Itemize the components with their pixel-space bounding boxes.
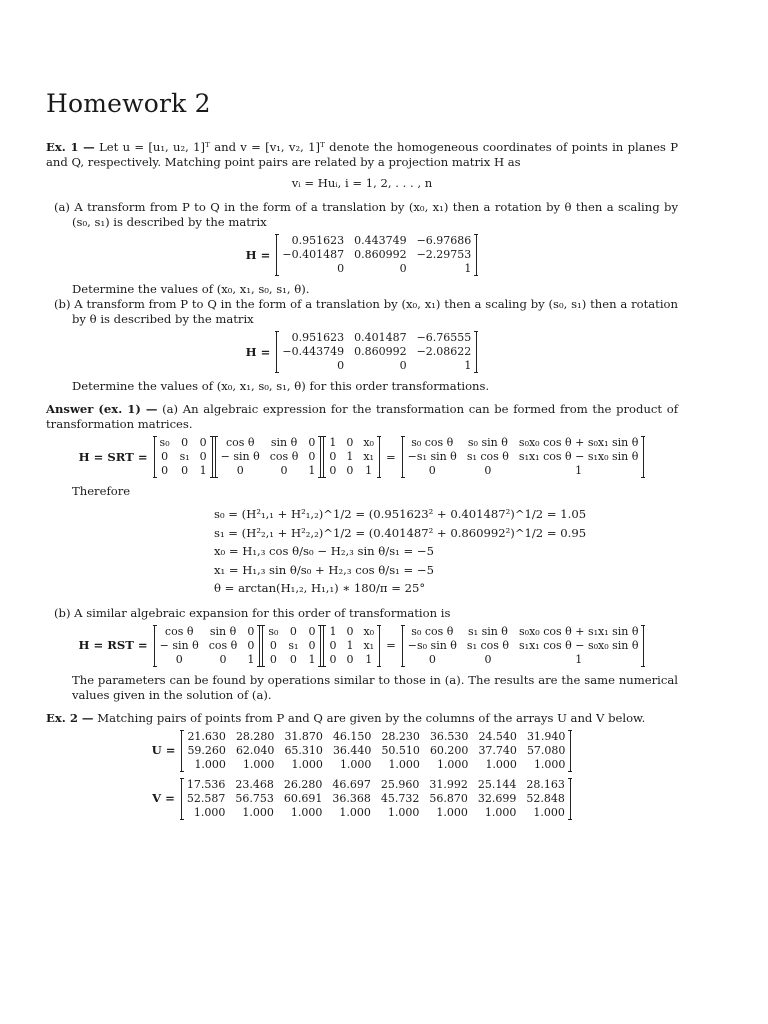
matrix-cell: 0 [346, 464, 354, 477]
matrix-cell: − sin θ [159, 638, 199, 652]
matrix-row [154, 464, 212, 478]
page-title: Homework 2 [46, 89, 211, 118]
matrix-cell: −2.08622 [416, 345, 472, 358]
matrix-cell: 25.144 [477, 777, 517, 791]
matrix-cell: 0 [289, 624, 297, 638]
matrix-cell: 1 [346, 638, 354, 652]
matrix-cell: 1.000 [194, 757, 226, 771]
matrix-cell: 0.951623 [291, 331, 345, 344]
matrix-cell: 1.000 [533, 757, 566, 771]
matrix-cell: 0 [346, 652, 354, 666]
matrix-cell: cos θ [269, 450, 299, 463]
matrix-row [324, 653, 380, 667]
matrix-cell: s₁ cos θ [466, 450, 509, 463]
matrix-cell: 0 [329, 638, 337, 652]
matrix-b-equation: H = 0.951623 0.401487 −6.76555 −0.443749 0.860992 −2.08622 0 0 1 [46, 331, 678, 373]
matrix-cell: 60.200 [429, 743, 469, 757]
derivation-x0: x₀ = H₁,₃ cos θ/s₀ − H₂,₃ sin θ/s₁ = −5 [214, 544, 434, 558]
matrix-cell: 0 [247, 624, 255, 638]
matrix-v-equation [46, 778, 678, 820]
matrix-cell: 0 [346, 624, 354, 638]
matrix-cell: 0 [247, 638, 255, 652]
matrix-cell: 0 [181, 436, 189, 449]
matrix-cell: 17.536 [186, 777, 226, 791]
ex2-label: Ex. 2 — [46, 710, 94, 725]
matrix-cell: 1.000 [193, 805, 226, 819]
matrix-cell: 0 [308, 436, 316, 449]
matrix-cell: 1.000 [485, 757, 517, 771]
matrix-cell: s₀ cos θ [411, 436, 454, 449]
matrix-cell: −6.97686 [416, 234, 472, 247]
matrix-row [324, 639, 380, 653]
matrix-cell: s₁x₁ cos θ − s₀x₀ sin θ [519, 638, 639, 652]
matrix-row [263, 625, 321, 639]
matrix-cell: 0 [308, 624, 316, 638]
matrix-cell: 1 [464, 359, 472, 372]
matrix-cell: 1 [575, 464, 583, 477]
matrix-cell: 0.860992 [354, 345, 407, 358]
matrix-row [154, 653, 260, 667]
matrix-cell: 59.260 [187, 743, 226, 757]
matrix-cell: 1 [464, 262, 472, 275]
matrix-cell: 31.940 [526, 729, 566, 743]
matrix-cell: s₀x₀ cos θ + s₀x₁ sin θ [518, 436, 639, 449]
matrix-cell: s₁ cos θ [466, 638, 510, 652]
srt-lhs: H = SRT = [78, 449, 148, 464]
matrix-cell: 1.000 [290, 805, 323, 819]
matrix-row [277, 345, 477, 359]
matrix-cell: s₀x₀ cos θ + s₁x₁ sin θ [519, 624, 639, 638]
ex1-determine-b: Determine the values of (x₀, x₁, s₀, s₁, θ) for this order transformations. [72, 379, 490, 393]
matrix-cell: 23.468 [235, 777, 274, 791]
matrix-row [402, 653, 644, 667]
answer1-intro-b: (b) A similar algebraic expansion for this order of transformation is [54, 605, 451, 620]
matrix-cell: 1.000 [484, 805, 517, 819]
ex1-intro: Let u = [u₁, u₂, 1]ᵀ and v = [v₁, v₂, 1]ᵀ denote the homogeneous coordinates of points in planes P and Q, respectively. Matching point pairs are related by a projection matrix H as [46, 140, 678, 169]
matrix-cell: cos θ [208, 638, 238, 652]
matrix-cell: cos θ [164, 624, 194, 638]
matrix-t-b [323, 625, 380, 667]
matrix-cell: 1.000 [339, 805, 371, 819]
matrix-cell: 36.368 [332, 791, 371, 805]
matrix-cell: 52.587 [186, 791, 226, 805]
matrix-row [215, 450, 321, 464]
matrix-row [263, 653, 321, 667]
ex1-determine-a: Determine the values of (x₀, x₁, s₀, s₁, θ). [72, 282, 310, 296]
matrix-cell: 0 [269, 652, 277, 666]
matrix-cell: 46.150 [332, 729, 372, 743]
matrix-cell: 0 [337, 262, 345, 275]
matrix-cell: 1 [308, 464, 316, 477]
matrix-cell: 36.530 [429, 729, 469, 743]
matrix-cell: 1.000 [291, 757, 323, 771]
matrix-cell: 28.280 [235, 729, 275, 743]
matrix-cell: 0 [308, 450, 316, 463]
matrix-u [181, 730, 571, 772]
matrix-cell: −0.443749 [282, 345, 345, 358]
matrix-cell: 0.951623 [291, 234, 345, 247]
matrix-cell: 1 [308, 652, 316, 666]
matrix-s [154, 436, 213, 478]
matrix-cell: 0 [308, 638, 316, 652]
matrix-cell: 1.000 [436, 757, 469, 771]
matrix-cell: 28.230 [381, 729, 420, 743]
matrix-cell: 31.870 [284, 729, 323, 743]
matrix-row [277, 359, 477, 373]
matrix-cell: 0 [199, 436, 207, 449]
matrix-cell: 1 [329, 624, 337, 638]
matrix-cell: sin θ [209, 624, 237, 638]
matrix-row [181, 806, 570, 820]
matrix-row [402, 639, 644, 653]
matrix-cell: 45.732 [380, 791, 420, 805]
matrix-cell: 1 [575, 652, 583, 666]
matrix-cell: 46.697 [332, 777, 371, 791]
matrix-cell: − sin θ [220, 450, 260, 463]
matrix-cell: s₀ cos θ [411, 624, 454, 638]
matrix-cell: 1 [365, 464, 373, 477]
derivation-x1: x₁ = H₁,₃ sin θ/s₀ + H₂,₃ cos θ/s₁ = −5 [214, 562, 434, 577]
matrix-cell: 31.992 [429, 777, 468, 791]
answer1-conclusion: The parameters can be found by operations similar to those in (a). The results are the same numerical values given in the solution of (a). [72, 672, 678, 702]
matrix-cell: 0 [428, 464, 436, 477]
answer1-label: Answer (ex. 1) — [46, 402, 158, 416]
matrix-cell: 0 [236, 464, 244, 477]
matrix-cell: x₀ [363, 436, 374, 449]
matrix-cell: 1.000 [388, 757, 420, 771]
matrix-cell: −6.76555 [416, 331, 472, 344]
matrix-cell: 0 [219, 652, 227, 666]
matrix-cell: s₁ sin θ [468, 624, 508, 638]
matrix-cell: 36.440 [332, 743, 372, 757]
matrix-cell: s₁ [179, 450, 190, 463]
matrix-cell: 0 [175, 652, 183, 666]
matrix-row [154, 450, 212, 464]
derivations [46, 505, 678, 598]
matrix-cell: s₀ sin θ [467, 436, 508, 449]
matrix-cell: 0 [329, 450, 337, 463]
matrix-row [277, 262, 477, 276]
matrix-cell: s₁x₁ cos θ − s₁x₀ sin θ [518, 450, 639, 463]
matrix-row [154, 625, 260, 639]
matrix-row [277, 331, 477, 345]
matrix-cell: 0.860992 [354, 248, 407, 261]
matrix-t [323, 436, 380, 478]
matrix-cell: 62.040 [235, 743, 275, 757]
matrix-cell: 1 [346, 450, 354, 463]
matrix-cell: 1 [329, 436, 337, 449]
matrix-cell: 21.630 [187, 729, 226, 743]
matrix-row [402, 436, 644, 450]
matrix-rst [402, 625, 645, 667]
matrix-row [402, 625, 644, 639]
matrix-cell: 0 [399, 359, 407, 372]
matrix-cell: cos θ [225, 436, 255, 449]
ex1-part-b: (b) A transform from P to Q in the form of a translation by (x₀, x₁) then a scaling by (s₀, s₁) then a rotation by θ is described by the matrix [54, 297, 678, 326]
matrix-cell: 37.740 [478, 743, 517, 757]
derivation-s1: s₁ = (H²₂,₁ + H²₂,₂)^1/2 = (0.401487² + 0.860992²)^1/2 = 0.95 [214, 525, 587, 540]
matrix-s-b [262, 625, 321, 667]
document-page [46, 88, 678, 826]
ex1-part-a: (a) A transform from P to Q in the form of a translation by (x₀, x₁) then a rotation by θ then a scaling by (s₀, s₁) is described by the matrix [54, 200, 678, 229]
matrix-cell: −s₀ sin θ [407, 638, 457, 652]
matrix-row [182, 744, 571, 758]
matrix-cell: s₀ [159, 436, 170, 449]
answer1-part-a [46, 402, 678, 432]
matrix-u-equation [46, 730, 678, 772]
matrix-cell: 0 [337, 359, 345, 372]
matrix-cell: −s₁ sin θ [407, 450, 457, 463]
matrix-row [277, 248, 477, 262]
matrix-row [324, 625, 380, 639]
matrix-cell: 0 [399, 262, 407, 275]
matrix-cell: 0 [289, 652, 297, 666]
matrix-v-label: V = [152, 791, 175, 805]
matrix-cell: 0 [161, 450, 169, 463]
matrix-cell: x₁ [363, 450, 374, 463]
matrix-cell: 0 [199, 450, 207, 463]
matrix-cell: −0.401487 [282, 248, 345, 261]
matrix-cell: 0 [428, 652, 436, 666]
matrix-u-label: U = [151, 743, 176, 757]
matrix-cell: 0 [181, 464, 189, 477]
matrix-v [181, 778, 571, 820]
matrix-row [277, 234, 477, 248]
matrix-a [276, 234, 477, 276]
matrix-row [324, 436, 380, 450]
matrix-cell: sin θ [270, 436, 298, 449]
matrix-cell: 0 [346, 436, 354, 449]
matrix-cell: 1.000 [339, 757, 372, 771]
matrix-cell: 32.699 [477, 791, 517, 805]
matrix-row [263, 639, 321, 653]
matrix-row [402, 450, 644, 464]
matrix-cell: s₀ [268, 624, 279, 638]
rst-equation: H = RST = cos θ sin θ 0 − sin θ cos θ 0 0 0 1 s₀ 0 0 0 s₁ 0 0 0 1 1 0 x₀ 0 1 x₁ 0 0 1 = s₀ cos θ s₁ sin θ s₀x₀ cos θ + s₁x₁ sin θ −s₀ sin θ s₁ cos θ s₁x₁ cos θ − s₀x₀ sin θ 0 0 1 [46, 625, 678, 667]
ex1-relation: vᵢ = Huᵢ, i = 1, 2, . . . , n [291, 176, 433, 190]
matrix-cell: 50.510 [381, 743, 420, 757]
matrix-a-equation: H = 0.951623 0.443749 −6.97686 −0.401487 0.860992 −2.29753 0 0 1 [46, 234, 678, 276]
matrix-cell: 0 [161, 464, 169, 477]
matrix-row [154, 436, 212, 450]
matrix-cell: 0 [329, 464, 337, 477]
matrix-cell: 0 [269, 638, 277, 652]
matrix-cell: 1 [199, 464, 207, 477]
matrix-cell: 25.960 [380, 777, 420, 791]
matrix-cell: 24.540 [478, 729, 517, 743]
therefore-text: Therefore [72, 484, 131, 498]
matrix-cell: 0 [484, 464, 492, 477]
matrix-cell: 1.000 [242, 757, 275, 771]
matrix-cell: 1.000 [436, 805, 468, 819]
matrix-cell: 26.280 [283, 777, 323, 791]
matrix-cell: 0 [280, 464, 288, 477]
matrix-b [276, 331, 477, 373]
matrix-row [324, 450, 380, 464]
matrix-r [215, 436, 322, 478]
matrix-cell: 1.000 [242, 805, 274, 819]
matrix-cell: 65.310 [284, 743, 323, 757]
ex1-statement [46, 140, 678, 170]
matrix-cell: 1.000 [387, 805, 420, 819]
matrix-srt [402, 436, 645, 478]
matrix-cell: 0.443749 [354, 234, 407, 247]
matrix-row [182, 730, 571, 744]
derivation-s0: s₀ = (H²₁,₁ + H²₁,₂)^1/2 = (0.951623² + 0.401487²)^1/2 = 1.05 [214, 507, 587, 521]
matrix-row [182, 758, 571, 772]
matrix-cell: 28.163 [526, 777, 565, 791]
matrix-cell: 60.691 [283, 791, 323, 805]
ex2-statement [46, 711, 678, 726]
ex1-label: Ex. 1 — [46, 140, 95, 154]
matrix-cell: −2.29753 [416, 248, 472, 261]
matrix-cell: 0.401487 [354, 331, 407, 344]
matrix-row [215, 436, 321, 450]
derivation-theta: θ = arctan(H₁,₂, H₁,₁) ∗ 180/π = 25° [214, 581, 426, 595]
matrix-cell: x₁ [363, 638, 375, 652]
matrix-cell: 52.848 [526, 791, 565, 805]
answer1-intro-a: (a) An algebraic expression for the transformation can be formed from the product of transformation matrices. [46, 402, 679, 431]
matrix-row [402, 464, 644, 478]
matrix-cell: 56.753 [235, 791, 274, 805]
matrix-r-b [154, 625, 261, 667]
matrix-cell: 1 [365, 652, 373, 666]
matrix-row [215, 464, 321, 478]
matrix-cell: s₁ [288, 638, 299, 652]
matrix-row [324, 464, 380, 478]
matrix-cell: 1 [247, 652, 255, 666]
matrix-cell: 0 [329, 652, 337, 666]
matrix-cell: 56.870 [429, 791, 468, 805]
matrix-row [154, 639, 260, 653]
matrix-row [181, 792, 570, 806]
matrix-cell: 1.000 [533, 805, 565, 819]
matrix-cell: x₀ [363, 624, 375, 638]
srt-equation: H = SRT = s₀ 0 0 0 s₁ 0 0 0 1 cos θ sin θ 0 − sin θ cos θ 0 0 0 1 1 0 x₀ 0 1 x₁ 0 0 1 = s₀ cos θ s₀ sin θ s₀x₀ cos θ + s₀x₁ sin θ −s₁ sin θ s₁ cos θ s₁x₁ cos θ − s₁x₀ sin θ 0 0 1 [46, 436, 678, 478]
ex2-intro: Matching pairs of points from P and Q are given by the columns of the arrays U and V below. [97, 710, 646, 725]
matrix-cell: 0 [484, 652, 492, 666]
matrix-cell: 57.080 [526, 743, 566, 757]
rst-lhs: H = RST = [78, 638, 148, 652]
matrix-row [181, 778, 570, 792]
